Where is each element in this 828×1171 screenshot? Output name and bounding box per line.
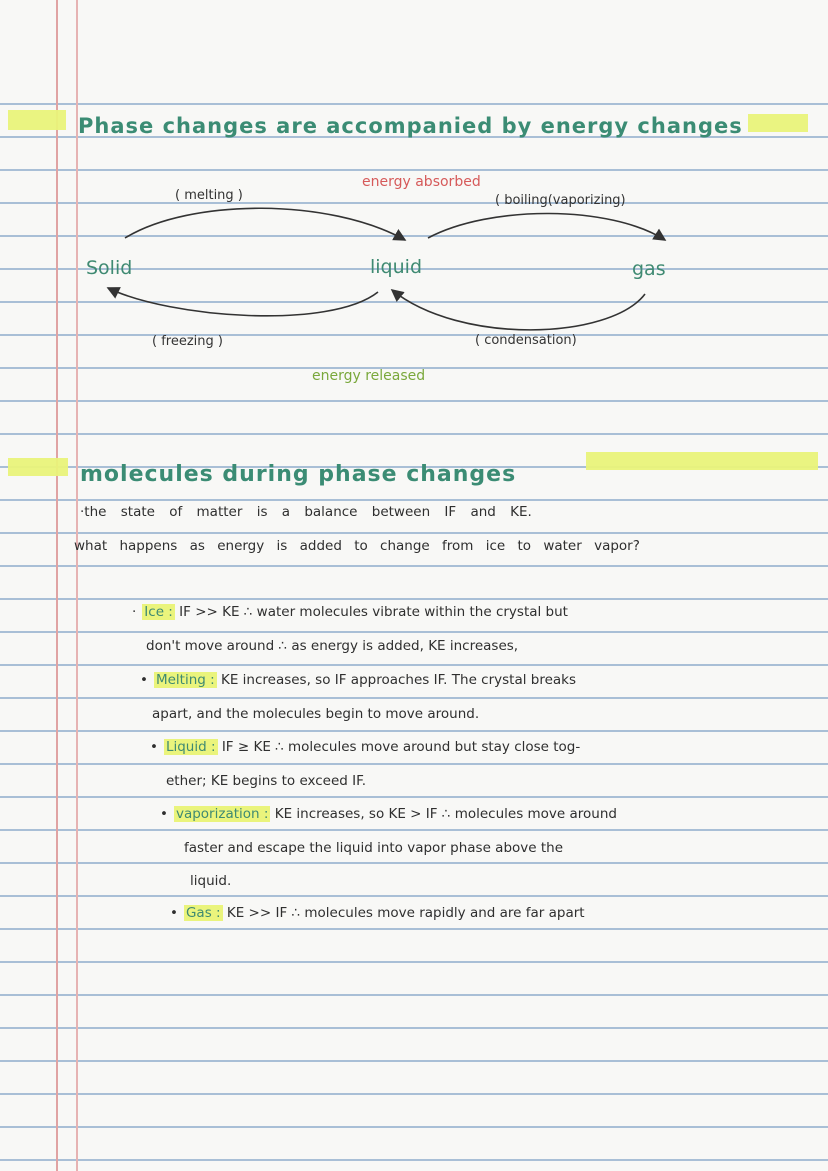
arrow-condensation — [392, 290, 645, 330]
term-melting: Melting : — [155, 672, 215, 688]
section-title-phase-changes: Phase changes are accompanied by energy changes — [78, 114, 743, 138]
term-gas: Gas : — [185, 905, 221, 921]
section2-highlight-left — [8, 458, 68, 476]
intro-line-1: ·the state of matter is a balance between IF and KE. — [80, 504, 532, 520]
item-liquid-line-2: ether; KE begins to exceed IF. — [166, 773, 367, 789]
item-melting-line-1: • Melting : KE increases, so IF approaches IF. The crystal breaks — [140, 672, 577, 688]
process-melting: ( melting ) — [175, 188, 243, 203]
item-melting-line-2: apart, and the molecules begin to move around. — [152, 706, 480, 722]
process-condensation: ( condensation) — [475, 333, 577, 348]
item-ice-line-2: don't move around ∴ as energy is added, KE increases, — [146, 638, 519, 654]
section-title-molecules: molecules during phase changes — [80, 462, 517, 487]
process-boiling: ( boiling(vaporizing) — [495, 193, 626, 208]
intro-line-2: what happens as energy is added to change from ice to water vapor? — [74, 538, 640, 554]
item-liquid-line-1: • Liquid : IF ≥ KE ∴ molecules move around but stay close tog- — [150, 739, 581, 755]
energy-released-label: energy released — [312, 368, 426, 384]
item-gas-line-1: • Gas : KE >> IF ∴ molecules move rapidly and are far apart — [170, 905, 585, 921]
state-liquid: liquid — [370, 256, 422, 278]
term-vaporization: vaporization : — [175, 806, 269, 822]
state-solid: Solid — [86, 257, 133, 279]
arrow-melting — [125, 208, 405, 240]
state-gas: gas — [632, 258, 666, 280]
arrow-freezing — [108, 288, 378, 316]
energy-absorbed-label: energy absorbed — [362, 174, 481, 190]
item-vaporization-line-2: faster and escape the liquid into vapor phase above the — [184, 840, 564, 856]
section2-highlight-right — [586, 452, 818, 470]
item-vaporization-line-1: • vaporization : KE increases, so KE > IF ∴ molecules move around — [160, 806, 617, 822]
item-vaporization-line-3: liquid. — [190, 873, 232, 889]
item-ice-line-1: · Ice : IF >> KE ∴ water molecules vibrate within the crystal but — [132, 604, 568, 620]
process-freezing: ( freezing ) — [152, 334, 223, 349]
term-ice: Ice : — [144, 604, 173, 620]
term-liquid: Liquid : — [165, 739, 216, 755]
arrow-boiling — [428, 213, 665, 240]
